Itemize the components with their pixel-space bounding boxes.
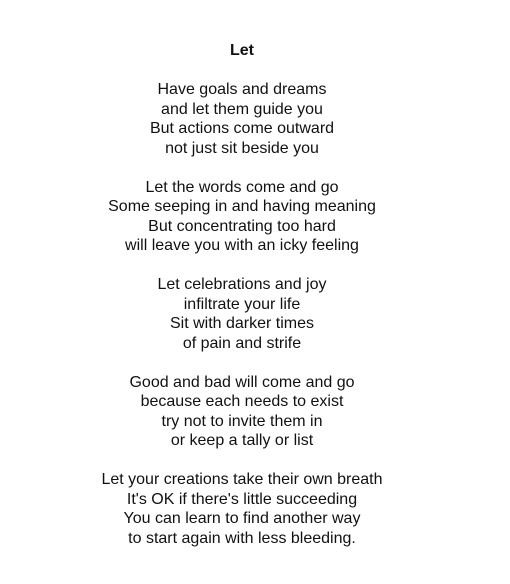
stanza: [0, 470, 484, 548]
poem-line: will leave you with an icky feeling: [125, 237, 359, 254]
poem-line: of pain and strife: [182, 334, 302, 352]
stanza: [0, 178, 484, 256]
poem-line: Good and bad will come and go: [129, 373, 355, 391]
poem-line: or keep a tally or list: [170, 432, 314, 449]
poem-line: But actions come outward: [149, 120, 335, 137]
poem-line: not just sit beside you: [165, 139, 319, 157]
poem-line: because each needs to exist: [140, 393, 344, 410]
stanza: [0, 373, 484, 451]
poem-line: It's OK if there's little succeeding: [126, 490, 358, 508]
poem-line: Some seeping in and having meaning: [108, 198, 376, 215]
poem-line: try not to invite them in: [161, 412, 323, 430]
poem-line: You can learn to find another way: [123, 510, 361, 527]
poem-line: infiltrate your life: [183, 295, 301, 313]
poem-line: Let your creations take their own breath: [101, 471, 383, 488]
poem-line: Let celebrations and joy: [157, 276, 327, 293]
poem-line: But concentrating too hard: [148, 217, 336, 235]
poem-body: [0, 80, 484, 568]
poem-title: Let: [230, 42, 254, 59]
poem-line: Have goals and dreams: [157, 81, 327, 98]
stanza: [0, 275, 484, 353]
poem-line: and let them guide you: [161, 100, 323, 118]
poem-line: to start again with less bleeding.: [128, 529, 356, 547]
poem-line: Let the words come and go: [145, 178, 339, 196]
poem-line: Sit with darker times: [169, 315, 315, 332]
stanza: [0, 80, 484, 158]
